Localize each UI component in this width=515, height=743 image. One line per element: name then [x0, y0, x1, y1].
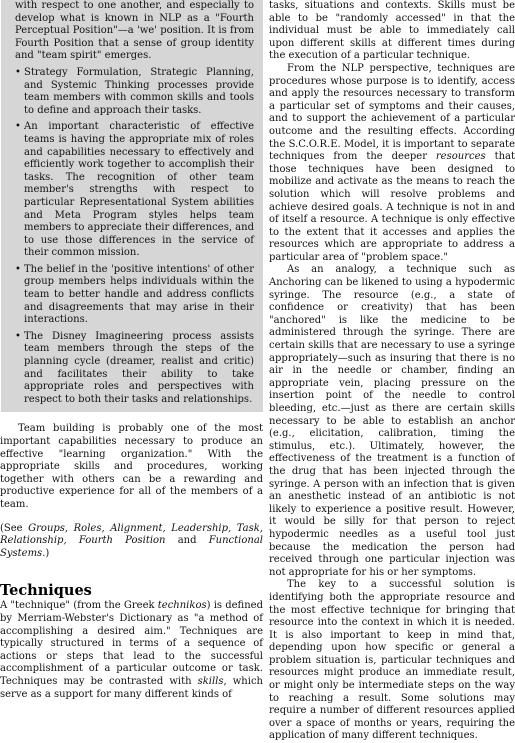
see-also-paragraph — [0, 523, 263, 561]
sidebar-box — [1, 0, 263, 412]
left-column — [0, 0, 263, 701]
bullet-item: • An important characteristic of effective teams is having the appropriate mix of roles and capabilities necessary to effectively and efficiently work together to accomplish their tasks. The recognition of other team member's strengths with respect to particular Representational System abilities and Meta Program styles helps team members to appreciate their differences, and to use those differences in the service of their common mission. — [15, 121, 254, 260]
tech-text-2: ) is defined by Merriam-Webster's Dictionary as "a method of accomplishing a desired aim." Techniques are typically structured in terms of a sequence of actions or steps that lead to the successful accomplishment of a particular outcome or task. Techniques may be contrasted with — [0, 600, 263, 687]
bullet-item: • The belief in the 'positive intentions' of other group members helps individuals within the team to better handle and address conflicts and disagreements that may arise in their interactions. — [15, 264, 254, 327]
p2-emphasis: resources — [435, 151, 486, 163]
p2-text-b: that those techniques have been designed to mobilize and activate as the means to reach the solution which will resolve problems and achieve desired goals. A technique is not in and of itself a resource. A technique is only effective to the extent that it accesses and applies the resources which are appropriate to address a particular area of "problem space." — [269, 151, 515, 263]
bullet-item: • Strategy Formulation, Strategic Planning, and Systemic Thinking processes provide team members with common skills and tools to define and approach their tasks. — [15, 67, 254, 117]
right-column — [269, 0, 515, 743]
sidebar-intro: with respect to one another, and especially to develop what is known in NLP as a "Fourth Perceptual Position"—a 'we' position. It is from Fourth Position that a sense of group identity and "team spirit" emerges. — [15, 0, 254, 62]
right-paragraph-3: As an analogy, a technique such as Anchoring can be likened to using a hypodermic syringe. The resource (e.g., a state of confidence or creativity) that has been "anchored" is like the medicine to be administered through the syringe. There are certain skills that are necessary to use a syringe appropriately—such as insuring that there is no air in the needle or chamber, finding an appropriate vein, placing pressure on the insertion point of the needle to control bleeding, etc.—just as there are certain skills necessary to be able to establish an anchor (e.g., elicitation, calibration, timing the stimulus, etc.). Ultimately, however, the effectiveness of the treatment is a function of the drug that has been injected through the syringe. A person with an infection that is given an anesthetic instead of an antibiotic is not likely to experience a positive result. However, it would be silly for that person to reject hypodermic needles as a useful tool just because the medication the person had received through one particular injection was not appropriate for his or her symptoms. — [269, 264, 515, 578]
tech-greek-word: technikos — [157, 600, 207, 612]
sidebar-bullet-list — [15, 67, 254, 406]
tech-text-1: A "technique" (from the Greek — [0, 600, 158, 612]
see-also-last: Functional Systems — [0, 535, 263, 559]
see-also-items: Groups, Roles, Alignment, Leadership, Task, Relationship, Fourth Position — [0, 522, 263, 547]
techniques-paragraph — [0, 600, 263, 701]
bullet-item: • The Disney Imagineering process assists team members through the steps of the planning cycle (dreamer, realist and critic) and facilitates their ability to take appropriate roles and perspectives with respect to both their tasks and relationships. — [15, 331, 254, 407]
tech-text-3: , which serve as a support for many different kinds of — [0, 675, 263, 700]
team-building-paragraph: Team building is probably one of the most important capabilities necessary to produce an effective "learning organization." With the appropriate skills and procedures, working together with others can be a rewarding and productive experience for all of the members of a team. — [0, 423, 263, 510]
see-also-prefix: (See — [0, 522, 29, 534]
see-also-suffix: .) — [42, 547, 50, 559]
right-paragraph-2 — [269, 63, 515, 265]
p2-text-a: From the NLP perspective, techniques are procedures whose purpose is to identify, access and apply the resources necessary to transform a particular set of symptoms and their causes, and to support the achievement of a particular outcome and the resulting effects. According the S.C.O.R.E. Model, it is important to separate techniques from the deeper — [269, 62, 515, 163]
right-paragraph-4: The key to a successful solution is identifying both the appropriate resource and the most effective technique for bringing that resource into the context in which it is needed. It is also important to keep in mind that, depending upon how specific or general a problem situation is, particular techniques and resources might produce an immediate result, or might only be intermediate steps on the way to reaching a result. Some solutions may require a number of different resources applied over a space of months or years, requiring the application of many different techniques. — [269, 579, 515, 742]
tech-skills-word: skills — [197, 675, 224, 687]
section-heading-techniques: Techniques — [0, 582, 92, 600]
right-paragraph-1: tasks, situations and contexts. Skills must be able to be "randomly accessed" in that the individual must be able to immediately call upon different skills at different times during the execution of a particular technique. — [269, 0, 515, 62]
see-also-and: and — [165, 535, 209, 547]
